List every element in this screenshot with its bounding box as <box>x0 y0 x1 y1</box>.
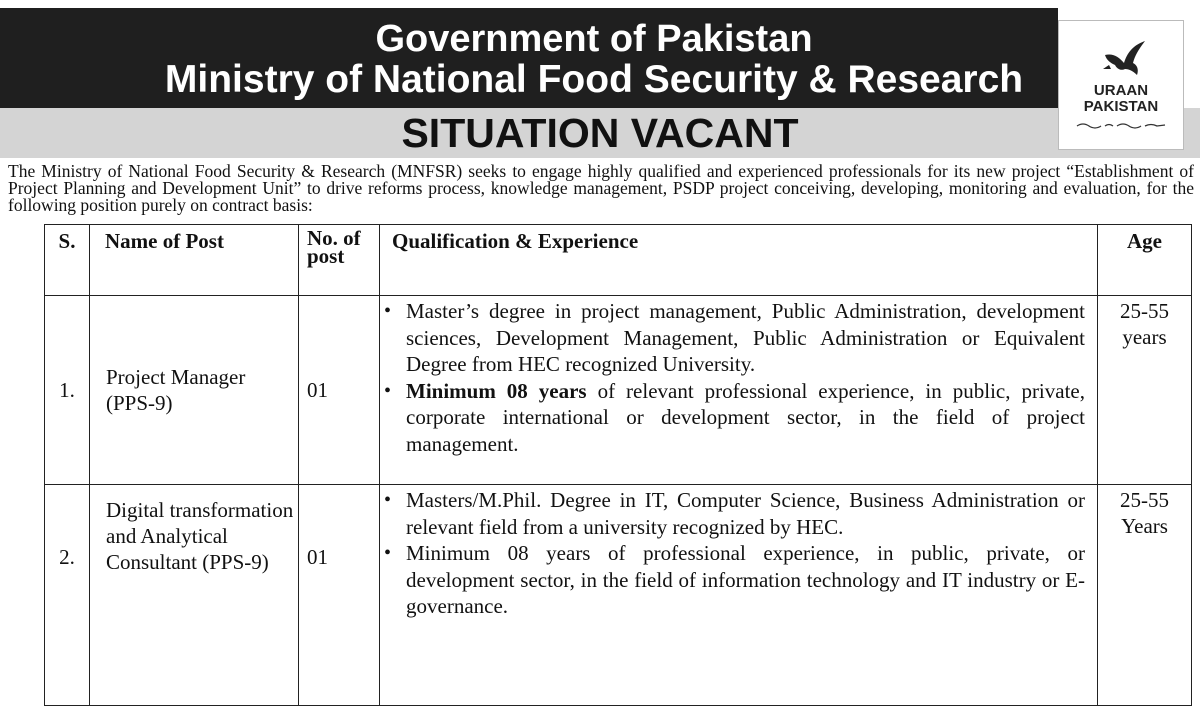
header-government: Government of Pakistan <box>375 18 813 60</box>
row-age: 25-55 Years <box>1098 485 1192 706</box>
logo-text-uraan: URAAN <box>1093 82 1149 99</box>
qualification-item: • Master’s degree in project management, Public Administration, development sciences, Development Management, Public Administration or Equivalent Degree from HEC recognized University. <box>406 298 1085 378</box>
logo-text-pakistan: PAKISTAN <box>1083 98 1159 115</box>
row-post-name: Project Manager (PPS-9) <box>90 296 299 485</box>
page-title: SITUATION VACANT <box>401 110 799 156</box>
qualification-emphasis: Minimum 08 years <box>406 378 587 403</box>
row-post-name: Digital transformation and Analytical Consultant (PPS-9) <box>90 485 299 706</box>
table-row <box>45 296 1192 485</box>
qualification-item: • Minimum 08 years of professional experience, in public, private, or development sector, in the field of information technology and IT industry or E-governance. <box>406 540 1085 620</box>
uraan-pakistan-logo <box>1058 20 1184 150</box>
intro-paragraph: The Ministry of National Food Security & Research (MNFSR) seeks to engage highly qualified and experienced professionals for its new project “Establishment of Project Planning and Development Unit” to drive reforms process, knowledge management, PSDP project conceiving, developing, monitoring and evaluation, for the following position purely on contract basis: <box>8 161 1194 215</box>
col-header-sno: S. <box>45 225 90 296</box>
qualification-item <box>406 378 1085 458</box>
row-sno: 1. <box>45 296 90 485</box>
row-sno: 2. <box>45 485 90 706</box>
table-row <box>45 485 1192 706</box>
row-age: 25-55 years <box>1098 296 1192 485</box>
row-qualification <box>380 296 1098 485</box>
col-header-qualification: Qualification & Experience <box>380 225 1098 296</box>
table-header-row <box>45 225 1192 296</box>
col-header-count: No. of post <box>299 225 380 296</box>
row-post-count: 01 <box>299 296 380 485</box>
row-post-count: 01 <box>299 485 380 706</box>
qualification-text: of relevant professional experience, in public, private, corporate international or development sector, in the field of project management. <box>406 378 1085 456</box>
urdu-tagline-icon <box>1075 121 1167 129</box>
col-header-name: Name of Post <box>90 225 299 296</box>
title-band <box>0 108 1200 158</box>
header-ministry: Ministry of National Food Security & Research <box>164 58 1024 101</box>
qualification-item: • Masters/M.Phil. Degree in IT, Computer Science, Business Administration or relevant field from a university recognized by HEC. <box>406 487 1085 540</box>
col-header-age: Age <box>1098 225 1192 296</box>
positions-table <box>44 224 1192 706</box>
row-qualification <box>380 485 1098 706</box>
eagle-icon <box>1099 35 1149 85</box>
